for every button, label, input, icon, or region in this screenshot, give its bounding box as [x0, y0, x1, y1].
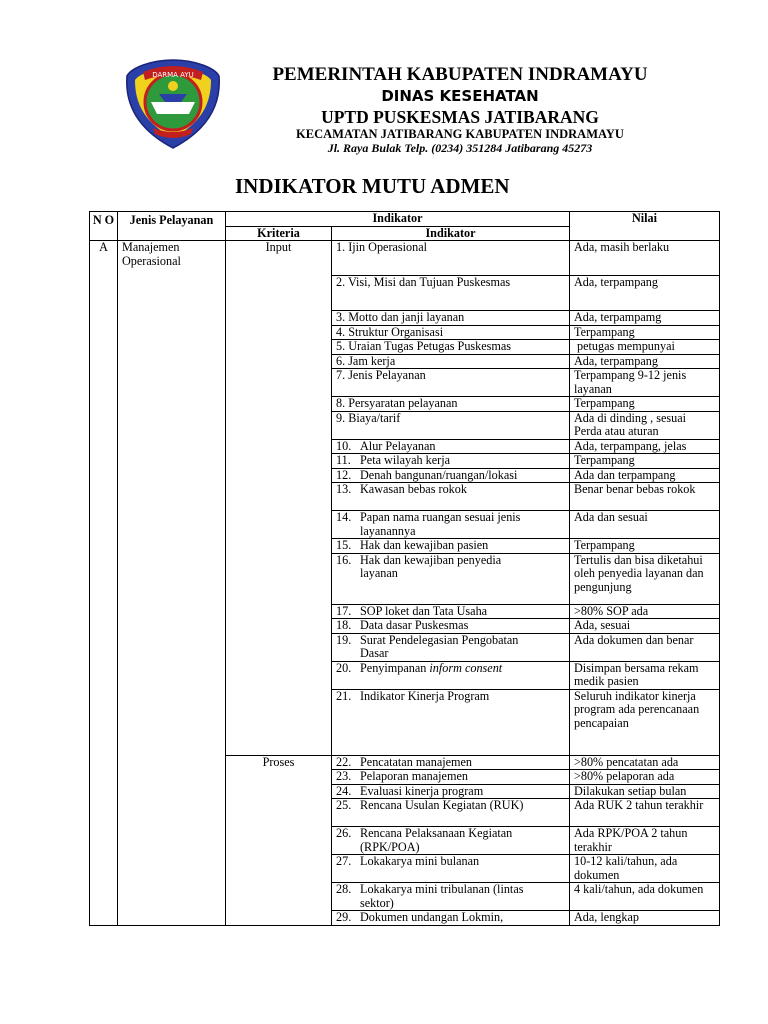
indicator-number: 29.: [336, 910, 352, 924]
value-cell: Ada RUK 2 tahun terakhir: [570, 799, 720, 827]
indicator-cell: [332, 454, 570, 469]
indicator-text: 9. Biaya/tarif: [336, 410, 401, 425]
value-cell: Ada dan terpampang: [570, 468, 720, 483]
indicator-cell: [332, 369, 570, 397]
indicator-cell: [332, 539, 570, 554]
indicator-cell: [332, 311, 570, 326]
indicator-cell: [332, 439, 570, 454]
header-address: Jl. Raya Bulak Telp. (0234) 351284 Jatibarang 45273: [327, 141, 593, 155]
value-cell: Ada, terpampamg: [570, 311, 720, 326]
value-cell: Terpampang: [570, 397, 720, 412]
crest-motto-text: DARMA AYU: [152, 71, 194, 79]
indicator-cell: [332, 276, 570, 311]
indicator-number: 16.: [336, 552, 352, 567]
indicator-text: SOP loket dan Tata Usaha: [360, 603, 488, 618]
indicator-cell: [332, 855, 570, 883]
indicator-text: Pelaporan manajemen: [360, 769, 468, 783]
indicator-text-continued: (RPK/POA): [360, 839, 420, 854]
indicator-text-continued: sektor): [360, 895, 394, 910]
indicator-number: 21.: [336, 688, 352, 703]
value-cell: Ada di dinding , sesuai Perda atau aturan: [570, 411, 720, 439]
kriteria-input: Input: [226, 241, 332, 756]
indicator-cell: [332, 799, 570, 827]
indicator-text: Peta wilayah kerja: [360, 453, 451, 467]
header-district: KECAMATAN JATIBARANG KABUPATEN INDRAMAYU: [296, 127, 624, 141]
value-cell: Ada, masih berlaku: [570, 241, 720, 276]
indicator-text-continued: layanannya: [360, 523, 416, 538]
indicator-text: 3. Motto dan janji layanan: [336, 310, 465, 324]
value-cell: Ada dokumen dan benar: [570, 633, 720, 661]
indicator-number: 25.: [336, 798, 352, 812]
indicator-text: 2. Visi, Misi dan Tujuan Puskesmas: [336, 275, 511, 289]
indicator-cell: [332, 755, 570, 770]
indicator-text-continued: Dasar: [360, 646, 389, 660]
indicator-number: 27.: [336, 854, 352, 868]
indicator-text-continued: layanan: [360, 566, 398, 580]
indicator-text: Surat Pendelegasian Pengobatan: [360, 632, 519, 647]
header-government-name: PEMERINTAH KABUPATEN INDRAMAYU: [272, 64, 648, 85]
indicator-text: Pencatatan manajemen: [360, 754, 473, 769]
header-no: N O: [90, 212, 118, 241]
section-service-type: Manajemen Operasional: [118, 241, 226, 926]
indicator-text: Rencana Usulan Kegiatan (RUK): [360, 798, 524, 812]
indicator-number: 17.: [336, 603, 352, 618]
indicator-cell: [332, 827, 570, 855]
indicator-text: Data dasar Puskesmas: [360, 618, 469, 632]
indicator-cell: [332, 784, 570, 799]
value-cell: 10-12 kali/tahun, ada dokumen: [570, 855, 720, 883]
indicator-text: 4. Struktur Organisasi: [336, 324, 444, 339]
indicator-number: 12.: [336, 467, 352, 482]
header-indikator: Indikator: [332, 226, 570, 241]
table-header-row-1: [90, 212, 720, 227]
indicator-cell: [332, 325, 570, 340]
indicator-number: 13.: [336, 482, 352, 496]
indicator-text: Lokakarya mini tribulanan (lintas: [360, 882, 524, 896]
indicator-cell: [332, 619, 570, 634]
indicator-cell: [332, 397, 570, 412]
indicator-number: 28.: [336, 882, 352, 896]
value-cell: >80% pencatatan ada: [570, 755, 720, 770]
value-cell: Ada, lengkap: [570, 911, 720, 926]
header-jenis-pelayanan: Jenis Pelayanan: [118, 212, 226, 241]
indicator-text: Kawasan bebas rokok: [360, 482, 467, 496]
indicator-cell: [332, 483, 570, 511]
value-cell: 4 kali/tahun, ada dokumen: [570, 883, 720, 911]
indicator-text: Dokumen undangan Lokmin,: [360, 910, 504, 924]
value-cell: petugas mempunyai: [570, 340, 720, 355]
indicator-text: Lokakarya mini bulanan: [360, 854, 480, 868]
value-cell: >80% SOP ada: [570, 604, 720, 619]
indicator-text: 8. Persyaratan pelayanan: [336, 396, 458, 410]
indicator-text: Papan nama ruangan sesuai jenis: [360, 510, 521, 524]
indicator-italic-term: inform consent: [429, 660, 503, 675]
indicator-number: 15.: [336, 538, 352, 552]
kriteria-proses: Proses: [226, 755, 332, 925]
table-row: [90, 241, 720, 276]
header-indikator-group: Indikator: [226, 212, 570, 227]
indicator-text: 5. Uraian Tugas Petugas Puskesmas: [336, 339, 512, 353]
value-cell: Ada RPK/POA 2 tahun terakhir: [570, 827, 720, 855]
value-cell: Ada, sesuai: [570, 619, 720, 634]
header-department: DINAS KESEHATAN: [381, 87, 539, 105]
indicator-cell: [332, 468, 570, 483]
indicator-text: Rencana Pelaksanaan Kegiatan: [360, 826, 513, 840]
indicator-text: 6. Jam kerja: [336, 353, 396, 368]
indicator-cell: [332, 354, 570, 369]
indicator-number: 18.: [336, 618, 352, 632]
indicator-cell: [332, 553, 570, 604]
indramayu-crest-logo: [123, 58, 223, 150]
value-cell: Terpampang: [570, 454, 720, 469]
value-cell: Ada, terpampang: [570, 354, 720, 369]
value-cell: >80% pelaporan ada: [570, 770, 720, 785]
value-cell: Benar benar bebas rokok: [570, 483, 720, 511]
indicator-number: 26.: [336, 826, 352, 840]
indicator-cell: [332, 511, 570, 539]
indicator-text: Alur Pelayanan: [360, 438, 436, 453]
document-title: INDIKATOR MUTU ADMEN: [235, 174, 510, 198]
indicator-text: Hak dan kewajiban penyedia: [360, 552, 502, 567]
indicator-text: 1. Ijin Operasional: [336, 240, 428, 254]
section-number: A: [90, 241, 118, 926]
indicator-text: Penyimpanan: [360, 660, 430, 675]
indicator-cell: [332, 604, 570, 619]
value-cell: Ada, terpampang: [570, 276, 720, 311]
indicator-cell: [332, 689, 570, 755]
indicator-number: 22.: [336, 754, 352, 769]
indicator-number: 11.: [336, 453, 351, 467]
indicator-cell: [332, 661, 570, 689]
indicator-text: Hak dan kewajiban pasien: [360, 538, 489, 552]
indicator-text: Denah bangunan/ruangan/lokasi: [360, 467, 518, 482]
indicator-number: 14.: [336, 510, 352, 524]
indicator-cell: [332, 911, 570, 926]
value-cell: Disimpan bersama rekam medik pasien: [570, 661, 720, 689]
value-cell: Dilakukan setiap bulan: [570, 784, 720, 799]
indicator-cell: [332, 411, 570, 439]
indicator-cell: [332, 340, 570, 355]
value-cell: Ada dan sesuai: [570, 511, 720, 539]
indicator-number: 10.: [336, 438, 352, 453]
indicator-cell: [332, 241, 570, 276]
header-nilai: Nilai: [570, 212, 720, 241]
indicator-number: 19.: [336, 632, 352, 647]
indicator-text: 7. Jenis Pelayanan: [336, 368, 426, 382]
indicator-number: 23.: [336, 769, 352, 783]
indicator-cell: [332, 770, 570, 785]
value-cell: Terpampang 9-12 jenis layanan: [570, 369, 720, 397]
value-cell: Tertulis dan bisa diketahui oleh penyedia layanan dan pengunjung: [570, 553, 720, 604]
indicator-text: Evaluasi kinerja program: [360, 783, 484, 798]
indicator-text: Indikator Kinerja Program: [360, 688, 490, 703]
indicator-cell: [332, 633, 570, 661]
indicator-table: [89, 211, 720, 926]
value-cell: Terpampang: [570, 325, 720, 340]
indicator-cell: [332, 883, 570, 911]
value-cell: Terpampang: [570, 539, 720, 554]
indicator-number: 20.: [336, 660, 352, 675]
indicator-number: 24.: [336, 783, 352, 798]
header-puskesmas-name: UPTD PUSKESMAS JATIBARANG: [321, 107, 599, 127]
value-cell: Seluruh indikator kinerja program ada perencanaan pencapaian: [570, 689, 720, 755]
header-kriteria: Kriteria: [226, 226, 332, 241]
value-cell: Ada, terpampang, jelas: [570, 439, 720, 454]
